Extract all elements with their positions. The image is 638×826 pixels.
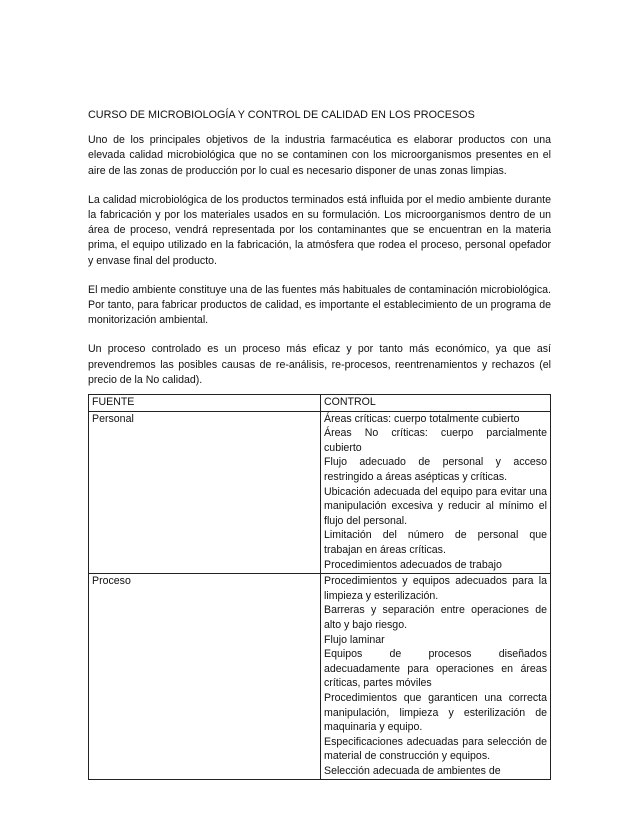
control-item: Procedimientos que garanticen una correcta manipulación, limpieza y esterilización de maquinaria y equipo.: [324, 691, 547, 734]
source-cell: Personal: [89, 411, 321, 574]
control-item: Áreas críticas: cuerpo totalmente cubierto: [324, 412, 520, 425]
header-fuente: FUENTE: [89, 395, 321, 412]
table-header-row: [89, 395, 551, 412]
table-row: [89, 411, 551, 574]
paragraph-environment: El medio ambiente constituye una de las fuentes más habituales de contaminación microbiológica. Por tanto, para fabricar productos de calidad, es importante el establecimiento de un programa de monitorización ambiental.: [88, 283, 551, 327]
control-item: Barreras y separación entre operaciones de alto y bajo riesgo.: [324, 604, 547, 631]
document-title: CURSO DE MICROBIOLOGÍA Y CONTROL DE CALIDAD EN LOS PROCESOS: [88, 109, 475, 121]
paragraph-quality: La calidad microbiológica de los productos terminados está influida por el medio ambiente durante la fabricación y por los materiales usados en su formulación. Los microorganismos dentro de un área de proceso, vendrá representada por los contaminantes que se encuentran en la materia prima, el equipo utilizado en la fabricación, la atmósfera que rodea el proceso, personal opefador y envase final del producto.: [88, 193, 551, 267]
header-control: CONTROL: [321, 395, 551, 412]
control-cell: [321, 574, 551, 780]
control-table: [88, 394, 551, 780]
control-item: Procedimientos y equipos adecuados para la limpieza y esterilización.: [324, 575, 547, 602]
control-cell: [321, 411, 551, 574]
control-item: Selección adecuada de ambientes de: [324, 764, 501, 777]
paragraph-controlled-process: Un proceso controlado es un proceso más eficaz y por tanto más económico, ya que así prevendremos las posibles causas de re-análisis, re-procesos, reentrenamientos y rechazos (el precio de la No calidad).: [88, 343, 551, 386]
control-item: Procedimientos adecuados de trabajo: [324, 558, 502, 571]
table-row: [89, 574, 551, 780]
paragraph-objectives: Uno de los principales objetivos de la industria farmacéutica es elaborar productos con una elevada calidad microbiológica que no se contaminen con los microorganismos presentes en el aire de las zonas de producción por lo cual es necesario disponer de unas zonas limpias.: [88, 134, 551, 177]
document-page: [88, 108, 551, 780]
source-cell: Proceso: [89, 574, 321, 780]
control-item: Flujo laminar: [324, 633, 385, 646]
control-item: Ubicación adecuada del equipo para evitar una manipulación excesiva y reducir al mínimo el flujo del personal.: [324, 485, 547, 527]
control-item: Áreas No críticas: cuerpo parcialmente cubierto: [324, 427, 547, 454]
control-item: Equipos de procesos diseñados adecuadamente para operaciones en áreas críticas, partes móviles: [324, 648, 547, 690]
control-item: Flujo adecuado de personal y acceso restringido a áreas asépticas y críticas.: [324, 456, 547, 484]
control-item: Especificaciones adecuadas para selección de material de construcción y equipos.: [324, 735, 547, 763]
control-item: Limitación del número de personal que trabajan en áreas críticas.: [324, 529, 547, 556]
